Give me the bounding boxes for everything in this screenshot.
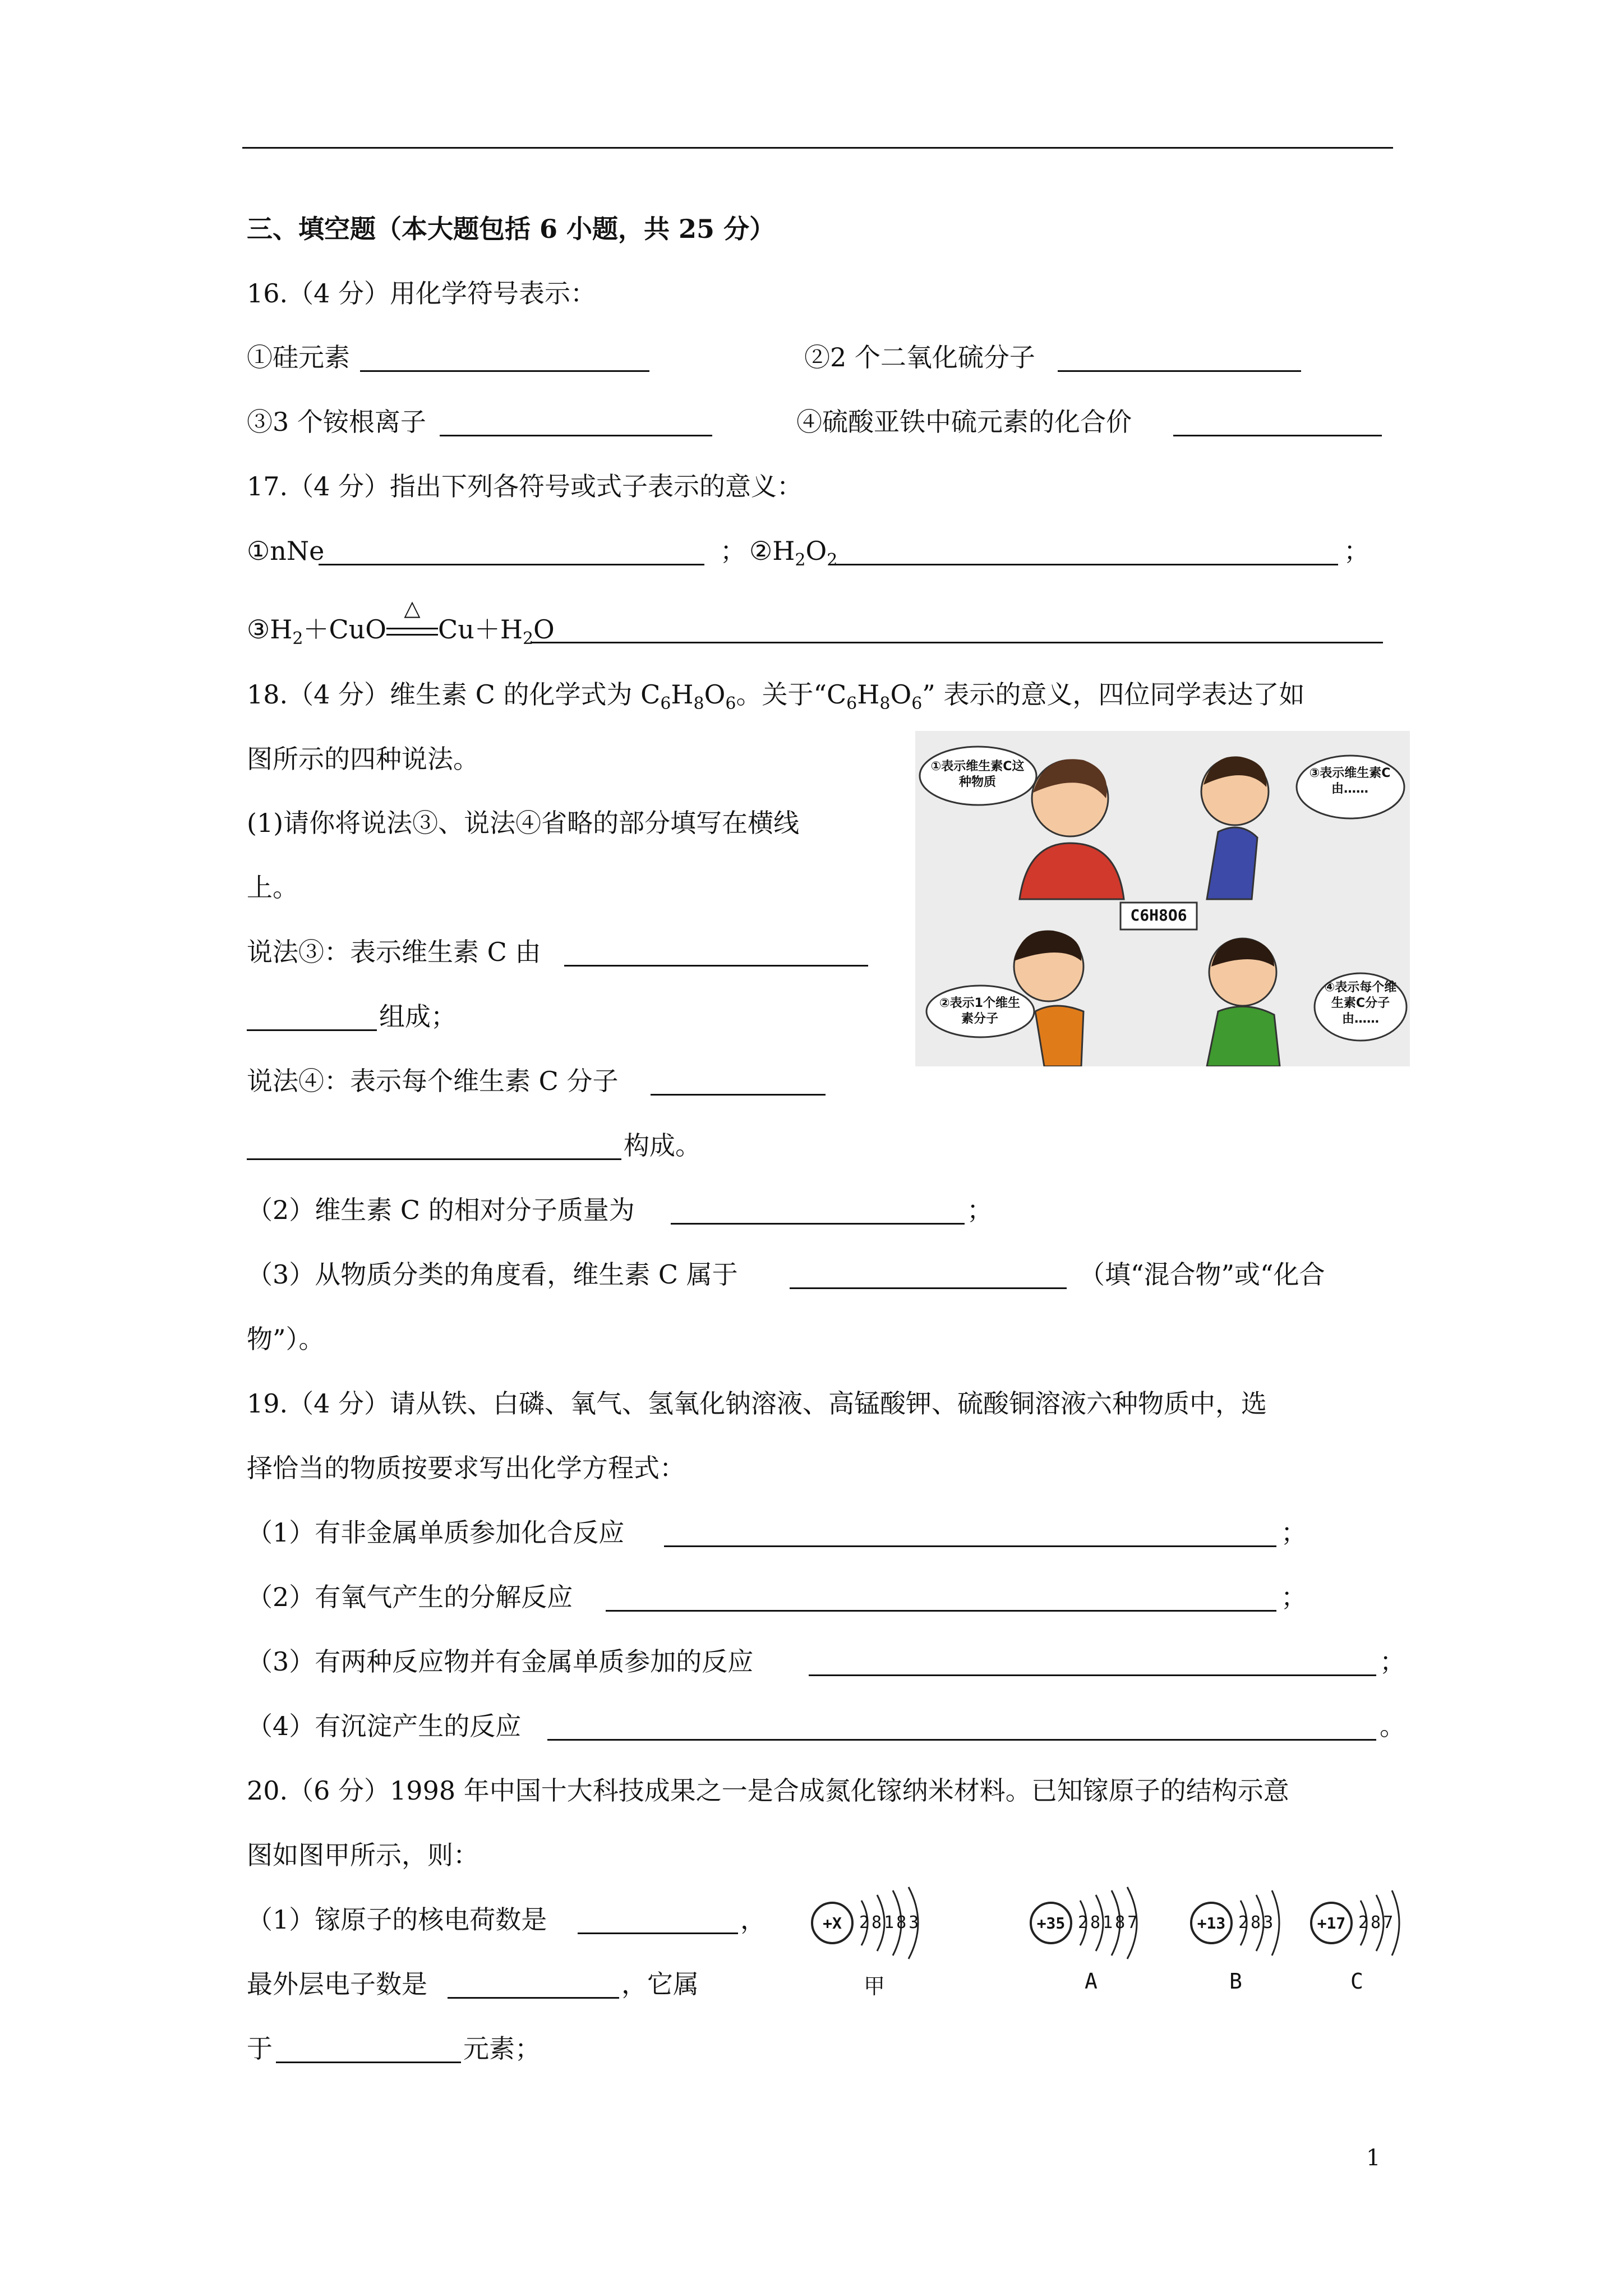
q19-blank3[interactable]	[809, 1674, 1376, 1676]
q18-blank-s4b[interactable]	[247, 1158, 621, 1160]
q18-p2end: ；	[967, 1195, 993, 1225]
q18-p2: （2）维生素 C 的相对分子质量为	[247, 1195, 635, 1225]
q19-semi3: ；	[1380, 1646, 1405, 1677]
q19-blank4[interactable]	[547, 1739, 1376, 1741]
q18-blank-p2[interactable]	[671, 1223, 965, 1225]
q18-p3a: （3）从物质分类的角度看，维生素 C 属于	[247, 1259, 738, 1290]
reaction-arrow	[386, 628, 438, 636]
q17-blank2[interactable]	[830, 564, 1338, 565]
q17-blank1[interactable]	[319, 564, 704, 565]
electrons-c: 287	[1358, 1913, 1396, 1932]
q19-p2: （2）有氧气产生的分解反应	[247, 1582, 573, 1612]
q19-semi1: ；	[1281, 1517, 1307, 1548]
label-jia: 甲	[864, 1974, 886, 1999]
q18-s3a: 说法③：表示维生素 C 由	[247, 937, 541, 967]
q20-stem2: 图如图甲所示，则：	[247, 1840, 479, 1870]
q18-s3b: 组成；	[379, 1001, 457, 1032]
q19-stem1: 19.（4 分）请从铁、白磷、氧气、氢氧化钠溶液、高锰酸钾、硫酸铜溶液六种物质中，选	[247, 1388, 1267, 1419]
q18-stem: 18.（4 分）维生素 C 的化学式为 $C_6H_8O_6$。关于“$C_6H_8O_6$” 表示的意义，四位同学表达了如	[247, 679, 1305, 714]
q20-p1d: 于	[247, 2033, 273, 2064]
electrons-jia: 28183	[859, 1913, 921, 1932]
label-c: C	[1350, 1969, 1363, 1994]
atom-diagram-jia	[808, 1885, 937, 1997]
section-title: 三、填空题（本大题包括 6 小题，共 25 分）	[247, 214, 776, 244]
q18-blank-s3b[interactable]	[247, 1029, 377, 1031]
q18-blank-s4a[interactable]	[651, 1094, 826, 1096]
q17-item3-equation: $③H_2+CuO$ △ $Cu+H_2O$	[247, 613, 555, 646]
q20-p1e: 元素；	[463, 2033, 541, 2064]
q19-semi2: ；	[1281, 1582, 1307, 1612]
label-a: A	[1085, 1969, 1098, 1994]
q18-p1a: (1)请你将说法③、说法④省略的部分填写在横线	[247, 808, 800, 838]
q17-stem: 17.（4 分）指出下列各符号或式子表示的意义：	[247, 471, 803, 501]
q19-blank1[interactable]	[664, 1545, 1276, 1547]
q16-item4: ④硫酸亚铁中硫元素的化合价	[796, 407, 1132, 437]
q18-p3b: （填“混合物”或“化合	[1079, 1259, 1325, 1290]
q18-s4b: 构成。	[624, 1130, 701, 1161]
bubble-3: ③表示维生素C由……	[1309, 766, 1391, 796]
electrons-b: 283	[1238, 1913, 1276, 1932]
atom-diagram-a	[1026, 1885, 1155, 1997]
q16-item2: ②2 个二氧化硫分子	[804, 342, 1035, 372]
q16-blank2[interactable]	[1058, 370, 1301, 372]
nucleus-b: +13	[1197, 1914, 1226, 1932]
q18-blank-s3a[interactable]	[564, 965, 868, 967]
q16-blank4[interactable]	[1173, 435, 1382, 436]
vitamin-c-cartoon	[915, 731, 1410, 1066]
q17-blank3[interactable]	[531, 642, 1383, 643]
q19-period: 。	[1380, 1711, 1405, 1741]
q16-item3: ③3 个铵根离子	[247, 407, 426, 437]
q19-p1: （1）有非金属单质参加化合反应	[247, 1517, 625, 1548]
q20-blank-outer[interactable]	[448, 1997, 619, 1999]
q20-blank-element[interactable]	[276, 2062, 461, 2063]
q18-blank-p3[interactable]	[790, 1287, 1067, 1289]
q19-p3: （3）有两种反应物并有金属单质参加的反应	[247, 1646, 754, 1677]
q19-blank2[interactable]	[606, 1610, 1276, 1612]
label-b: B	[1229, 1969, 1242, 1994]
atom-diagram-b	[1187, 1885, 1288, 1997]
page-number: 1	[1366, 2145, 1381, 2171]
q18-p1b: 上。	[247, 872, 298, 903]
q17-item2: $②H_2O_2$	[749, 536, 838, 570]
cartoon-formula: C6H8O6	[1130, 906, 1187, 924]
bubble-1: ①表示维生素C这种物质	[930, 760, 1025, 789]
q20-p1b: 最外层电子数是	[247, 1969, 427, 1999]
q20-p1a: （1）镓原子的核电荷数是	[247, 1904, 547, 1935]
q19-p4: （4）有沉淀产生的反应	[247, 1711, 522, 1741]
q16-blank3[interactable]	[440, 435, 712, 436]
q18-p3c: 物”）。	[247, 1324, 325, 1354]
electrons-a: 28187	[1078, 1913, 1140, 1932]
bubble-4: ④表示每个维生素C分子由……	[1324, 981, 1397, 1026]
atom-diagram-c	[1307, 1885, 1408, 1997]
q20-comma: ，	[740, 1904, 766, 1935]
q17-item1: ①nNe	[247, 536, 325, 566]
q19-stem2: 择恰当的物质按要求写出化学方程式：	[247, 1453, 685, 1483]
nucleus-a: +35	[1036, 1914, 1066, 1932]
q16-stem: 16.（4 分）用化学符号表示：	[247, 278, 597, 309]
q16-item1: ①硅元素	[247, 342, 350, 372]
header-rule	[242, 147, 1393, 149]
q17-sep: ；	[720, 536, 746, 566]
q20-blank-charge[interactable]	[578, 1932, 738, 1934]
nucleus-c: +17	[1317, 1914, 1346, 1932]
heat-sign: △	[404, 596, 421, 620]
q18-s4a: 说法④：表示每个维生素 C 分子	[247, 1066, 619, 1096]
q17-end: ；	[1344, 536, 1370, 566]
q16-blank1[interactable]	[360, 370, 649, 372]
q20-stem1: 20.（6 分）1998 年中国十大科技成果之一是合成氮化镓纳米材料。已知镓原子的结构示意	[247, 1775, 1289, 1806]
bubble-2: ②表示1个维生素分子	[939, 996, 1020, 1026]
nucleus-jia: +X	[823, 1914, 842, 1932]
q20-p1c: ，它属	[621, 1969, 699, 1999]
q18-stem2: 图所示的四种说法。	[247, 744, 479, 774]
